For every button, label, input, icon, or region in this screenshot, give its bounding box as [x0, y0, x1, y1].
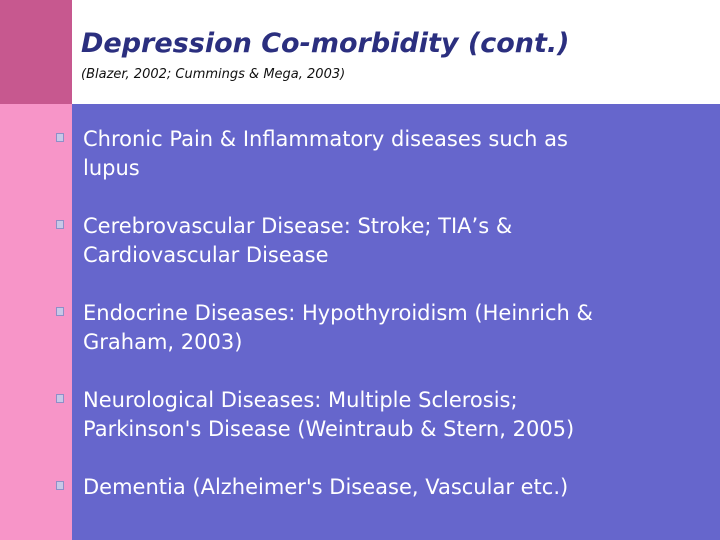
bullet-line: Neurological Diseases: Multiple Sclerosis;	[83, 388, 518, 412]
bullet-item-dementia	[56, 473, 686, 502]
bullet-item-chronic-pain	[56, 125, 686, 183]
square-bullet-icon	[56, 220, 64, 229]
bullet-line: Cardiovascular Disease	[83, 243, 329, 267]
bullet-line: Chronic Pain & Inflammatory diseases such as	[83, 127, 568, 151]
bullet-line: Cerebrovascular Disease: Stroke; TIA’s &	[83, 214, 513, 238]
corner-accent-block	[0, 0, 72, 104]
square-bullet-icon	[56, 307, 64, 316]
slide-subtitle: (Blazer, 2002; Cummings & Mega, 2003)	[81, 67, 346, 82]
bullet-line: Endocrine Diseases: Hypothyroidism (Heinrich &	[83, 301, 593, 325]
bullet-line: Dementia (Alzheimer's Disease, Vascular etc.)	[83, 475, 569, 499]
slide-title: Depression Co-morbidity (cont.)	[81, 28, 570, 59]
bullet-line: lupus	[83, 156, 140, 180]
square-bullet-icon	[56, 394, 64, 403]
bullet-item-endocrine	[56, 299, 686, 357]
bullet-line: Graham, 2003)	[83, 330, 243, 354]
bullet-list	[56, 125, 686, 531]
bullet-line: Parkinson's Disease (Weintraub & Stern, 2005)	[83, 417, 575, 441]
square-bullet-icon	[56, 481, 64, 490]
square-bullet-icon	[56, 133, 64, 142]
bullet-item-cerebrovascular	[56, 212, 686, 270]
bullet-item-neurological	[56, 386, 686, 444]
